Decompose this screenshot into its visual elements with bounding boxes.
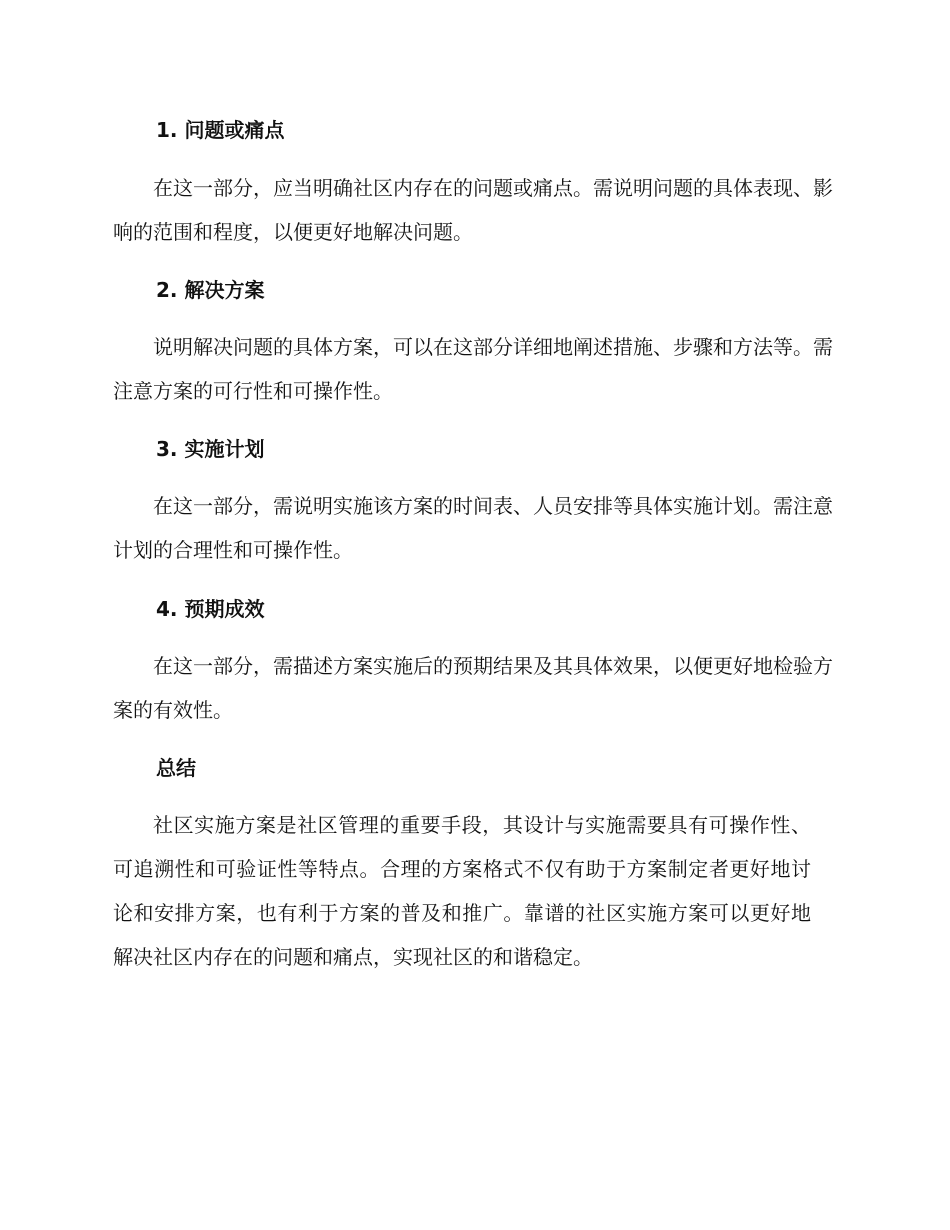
section-body-plan: 在这一部分，需说明实施该方案的时间表、人员安排等具体实施计划。需注意计划的合理性和可操作性。 (113, 494, 833, 562)
section-heading-problem: 1. 问题或痛点 (156, 118, 285, 142)
section-heading-plan: 3. 实施计划 (156, 437, 265, 461)
section-body-solution: 说明解决问题的具体方案，可以在这部分详细地阐述措施、步骤和方法等。需注意方案的可行性和可操作性。 (113, 335, 833, 403)
section-heading-solution: 2. 解决方案 (156, 278, 265, 302)
section-body-outcome: 在这一部分，需描述方案实施后的预期结果及其具体效果，以便更好地检验方案的有效性。 (113, 654, 833, 722)
section-heading-summary: 总结 (156, 756, 196, 780)
section-body-summary: 社区实施方案是社区管理的重要手段，其设计与实施需要具有可操作性、可追溯性和可验证性等特点。合理的方案格式不仅有助于方案制定者更好地讨论和安排方案，也有利于方案的普及和推广。靠谱的社区实施方案可以更好地解决社区内存在的问题和痛点，实现社区的和谐稳定。 (113, 813, 811, 969)
section-body-problem: 在这一部分，应当明确社区内存在的问题或痛点。需说明问题的具体表现、影响的范围和程度，以便更好地解决问题。 (113, 176, 833, 244)
section-heading-outcome: 4. 预期成效 (156, 597, 265, 621)
